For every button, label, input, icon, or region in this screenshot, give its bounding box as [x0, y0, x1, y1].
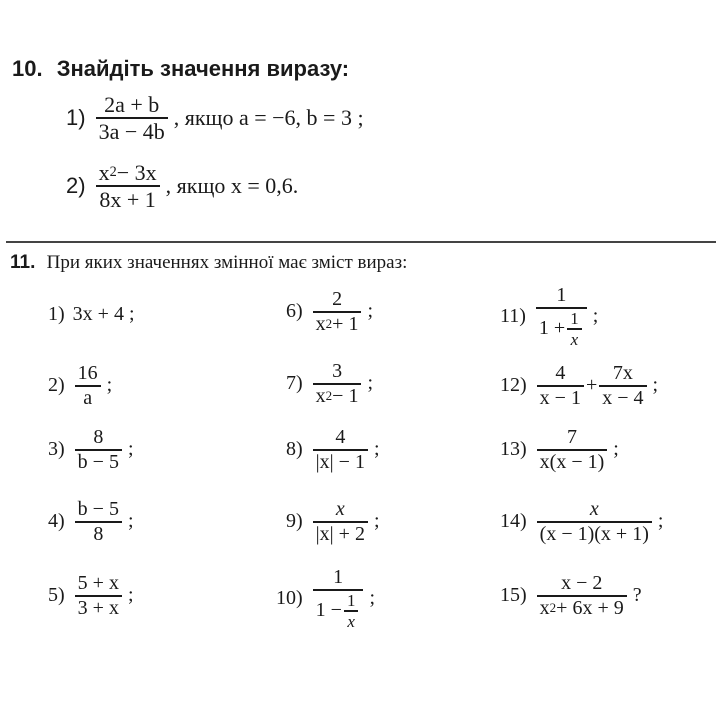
tail: ;: [106, 374, 113, 397]
fraction: [313, 566, 364, 631]
fraction: [537, 426, 608, 474]
numerator: 2: [332, 288, 343, 310]
item-label: 15): [500, 584, 527, 607]
item-label: 1): [48, 303, 65, 325]
tail: ;: [367, 300, 374, 323]
base: x: [315, 312, 326, 335]
prefix: 1 +: [538, 317, 566, 340]
base: x: [315, 384, 326, 407]
numerator: 7x: [612, 362, 633, 384]
tail: ;: [373, 438, 380, 461]
tail: ;: [367, 372, 374, 395]
denominator: 3a − 4b: [98, 118, 165, 144]
item-label: 4): [48, 510, 65, 533]
problem-11-item-10: [276, 566, 375, 631]
denominator: x − 4: [602, 386, 644, 409]
item-label: 14): [500, 510, 527, 533]
denominator: [344, 612, 358, 632]
problem-11-item-3: [48, 426, 134, 474]
denominator: x(x − 1): [539, 450, 605, 473]
denominator: (x − 1)(x + 1): [539, 522, 649, 545]
exponent: 2: [109, 164, 117, 181]
denominator: 3 + x: [77, 596, 119, 619]
condition-text: , якщо x = 0,6.: [165, 173, 299, 199]
numerator: 1: [333, 566, 344, 588]
problem-11-item-14: [500, 498, 663, 546]
numerator: [333, 498, 348, 521]
rest: − 1: [332, 384, 359, 407]
tail: ;: [652, 374, 659, 397]
problem-11-item-1: [48, 303, 135, 326]
fraction: [537, 498, 652, 546]
numerator: 1: [346, 590, 356, 610]
item-label: 6): [286, 300, 303, 323]
fraction: [313, 360, 362, 408]
problem-10-heading: [12, 56, 349, 82]
denominator: [313, 313, 362, 336]
rest: + 1: [332, 312, 359, 335]
denominator: a: [83, 386, 93, 409]
inner-fraction: [344, 591, 359, 632]
exponent: 2: [325, 387, 333, 403]
denominator: [537, 597, 627, 620]
problem-10-number: 10.: [12, 56, 43, 81]
rest: + 6x + 9: [556, 596, 624, 619]
numerator: 5 + x: [77, 572, 119, 594]
numerator: x − 2: [561, 572, 603, 594]
variable: x: [347, 611, 355, 631]
item-label: 10): [276, 587, 303, 610]
fraction: [75, 362, 101, 410]
variable: x: [335, 498, 345, 520]
item-label: 2): [48, 374, 65, 397]
section-divider: [6, 241, 716, 243]
exponent: 2: [549, 599, 557, 615]
numerator: b − 5: [77, 498, 119, 520]
prefix: 1 −: [315, 599, 342, 622]
numerator: 4: [335, 426, 346, 448]
base: x: [98, 160, 110, 185]
fraction: [96, 92, 168, 144]
variable: x: [589, 498, 599, 520]
item-label: 3): [48, 438, 65, 461]
variable: x: [570, 329, 579, 349]
fraction: [75, 426, 122, 474]
item-label: 9): [286, 510, 303, 533]
tail: ;: [613, 438, 619, 461]
numerator: 1: [556, 284, 567, 306]
item-label: 7): [286, 372, 303, 395]
item-label: 8): [286, 438, 303, 461]
problem-11-item-4: [48, 498, 134, 546]
problem-11-item-15: [500, 572, 642, 620]
denominator: b − 5: [77, 450, 119, 473]
tail: ;: [127, 438, 134, 461]
fraction: [313, 498, 368, 546]
problem-11-item-5: [48, 572, 134, 620]
numerator: 7: [566, 426, 577, 448]
fraction: [96, 160, 160, 212]
numerator: [96, 160, 160, 185]
expression: 3x + 4 ;: [72, 303, 135, 325]
fraction: [537, 572, 627, 620]
denominator: [536, 309, 587, 350]
numerator: 3: [332, 360, 343, 382]
tail: ;: [369, 587, 376, 610]
numerator: 16: [77, 362, 98, 384]
item-label: 12): [500, 374, 527, 397]
denominator: x − 1: [539, 386, 581, 409]
rest: − 3x: [116, 160, 157, 185]
item-label: 13): [500, 438, 527, 461]
denominator: |x| + 2: [315, 522, 365, 545]
denominator: [568, 330, 582, 350]
fraction-2: [599, 362, 646, 410]
numerator: 4: [555, 362, 566, 384]
numerator: [587, 498, 602, 521]
operator: +: [585, 374, 598, 397]
problem-10-item-2: [66, 160, 298, 212]
tail: ?: [632, 584, 642, 607]
item-label: 2): [66, 173, 86, 199]
numerator: 2a + b: [104, 92, 160, 117]
numerator: 1: [570, 308, 579, 328]
tail: ;: [127, 584, 134, 607]
tail: ;: [373, 510, 380, 533]
condition-text: , якщо a = −6, b = 3 ;: [173, 105, 364, 131]
tail: ;: [127, 510, 134, 533]
fraction: [75, 572, 122, 620]
problem-11-item-2: [48, 362, 112, 410]
problem-11-item-11: [500, 284, 598, 349]
fraction-1: [537, 362, 584, 410]
item-label: 1): [66, 105, 86, 131]
denominator: [313, 591, 364, 632]
tail: ;: [657, 510, 664, 533]
item-label: 5): [48, 584, 65, 607]
problem-11-heading: [10, 252, 407, 274]
denominator: |x| − 1: [315, 450, 365, 473]
problem-11-title: При яких значеннях змінної має зміст вираз:: [46, 252, 408, 273]
item-label: 11): [500, 305, 526, 328]
problem-11-item-12: [500, 362, 658, 410]
problem-11-item-7: [286, 360, 373, 408]
problem-11-item-8: [286, 426, 380, 474]
problem-11-item-6: [286, 288, 373, 336]
exponent: 2: [325, 315, 333, 331]
base: x: [539, 596, 550, 619]
numerator: 8: [93, 426, 104, 448]
problem-11-item-13: [500, 426, 619, 474]
fraction: [75, 498, 122, 546]
fraction: [313, 288, 362, 336]
problem-11-item-9: [286, 498, 380, 546]
problem-10-item-1: [66, 92, 364, 144]
denominator: [313, 385, 362, 408]
problem-10-title: Знайдіть значення виразу:: [56, 56, 350, 81]
problem-11-number: 11.: [10, 252, 36, 273]
fraction: [313, 426, 368, 474]
denominator: 8x + 1: [99, 186, 156, 212]
inner-fraction: [567, 309, 582, 350]
tail: ;: [592, 305, 599, 328]
denominator: 8: [93, 522, 104, 545]
fraction: [536, 284, 587, 349]
